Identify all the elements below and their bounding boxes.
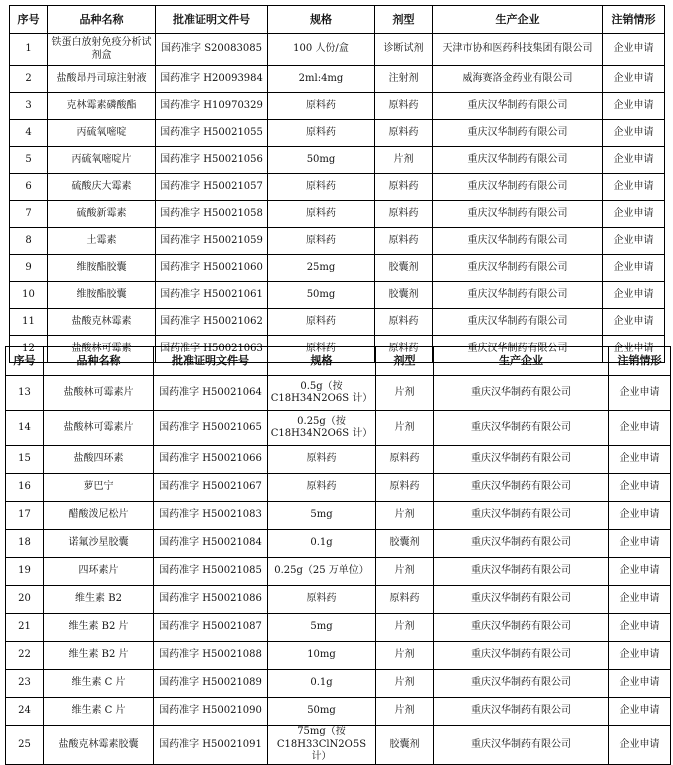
header-status: 注销情形	[609, 347, 671, 376]
table-row	[6, 502, 671, 530]
header-status: 注销情形	[603, 6, 665, 34]
cell-name: 盐酸林可霉素片	[44, 376, 154, 411]
cell-spec: 原料药	[268, 93, 375, 120]
cell-status: 企业申请	[603, 282, 665, 309]
cell-status: 企业申请	[609, 502, 671, 530]
cell-name: 盐酸克林霉素胶囊	[44, 726, 154, 765]
cell-spec: 原料药	[268, 201, 375, 228]
table-header-row	[10, 6, 665, 34]
cell-status: 企业申请	[609, 376, 671, 411]
table-row	[10, 120, 665, 147]
cell-spec: 100 人份/盒	[268, 34, 375, 66]
cell-status: 企业申请	[603, 120, 665, 147]
table-row	[10, 147, 665, 174]
table-row	[10, 34, 665, 66]
cell-spec: 0.25g（按C18H34N2O6S 计）	[268, 411, 376, 446]
header-form: 剂型	[375, 6, 433, 34]
cell-name: 丙硫氧嘧啶	[48, 120, 156, 147]
cell-name: 盐酸昂丹司琼注射液	[48, 66, 156, 93]
cell-form: 片剂	[376, 642, 434, 670]
cell-status: 企业申请	[609, 411, 671, 446]
cell-approval: 国药准字 H10970329	[156, 93, 268, 120]
cell-form: 注射剂	[375, 66, 433, 93]
header-no: 序号	[10, 6, 48, 34]
cell-no: 3	[10, 93, 48, 120]
cell-approval: 国药准字 H50021083	[154, 502, 268, 530]
cell-no: 7	[10, 201, 48, 228]
table-row	[10, 228, 665, 255]
cell-no: 19	[6, 558, 44, 586]
cell-company: 重庆汉华制药有限公司	[434, 558, 609, 586]
table-row	[6, 474, 671, 502]
header-spec: 规格	[268, 347, 376, 376]
cell-company: 重庆汉华制药有限公司	[434, 411, 609, 446]
cell-approval: 国药准字 H50021091	[154, 726, 268, 765]
cell-approval: 国药准字 H50021084	[154, 530, 268, 558]
cell-no: 14	[6, 411, 44, 446]
cell-status: 企业申请	[609, 474, 671, 502]
cell-company: 威海赛洛金药业有限公司	[433, 66, 603, 93]
table-row	[10, 282, 665, 309]
cell-name: 维生素 B2	[44, 586, 154, 614]
cell-no: 20	[6, 586, 44, 614]
cell-status: 企业申请	[609, 726, 671, 765]
cell-status: 企业申请	[609, 530, 671, 558]
header-name: 品种名称	[44, 347, 154, 376]
cell-company: 重庆汉华制药有限公司	[433, 336, 603, 363]
cell-no: 13	[6, 376, 44, 411]
table-row	[6, 726, 671, 765]
cell-form: 诊断试剂	[375, 34, 433, 66]
cell-name: 硫酸庆大霉素	[48, 174, 156, 201]
header-company: 生产企业	[433, 6, 603, 34]
cell-approval: 国药准字 H50021090	[154, 698, 268, 726]
cell-spec: 5mg	[268, 502, 376, 530]
cell-no: 12	[10, 336, 48, 363]
cell-no: 15	[6, 446, 44, 474]
cell-form: 原料药	[375, 174, 433, 201]
table-row	[6, 670, 671, 698]
cell-form: 片剂	[376, 614, 434, 642]
cell-spec: 原料药	[268, 446, 376, 474]
header-approval: 批准证明文件号	[156, 6, 268, 34]
cell-spec: 2ml:4mg	[268, 66, 375, 93]
cell-no: 21	[6, 614, 44, 642]
table-row	[6, 411, 671, 446]
header-name: 品种名称	[48, 6, 156, 34]
cell-status: 企业申请	[609, 558, 671, 586]
cell-company: 重庆汉华制药有限公司	[434, 502, 609, 530]
cell-company: 重庆汉华制药有限公司	[434, 614, 609, 642]
cell-approval: 国药准字 H50021059	[156, 228, 268, 255]
cell-form: 原料药	[375, 120, 433, 147]
cell-form: 片剂	[376, 670, 434, 698]
cell-name: 维生素 B2 片	[44, 642, 154, 670]
cell-company: 重庆汉华制药有限公司	[433, 255, 603, 282]
cell-name: 维胺酯胶囊	[48, 255, 156, 282]
table-row	[6, 530, 671, 558]
cell-name: 盐酸林可霉素片	[44, 411, 154, 446]
table-row	[6, 558, 671, 586]
table-row	[10, 66, 665, 93]
cancellation-table-2	[5, 346, 671, 765]
cell-name: 铁蛋白放射免疫分析试剂盒	[48, 34, 156, 66]
cell-name: 醋酸泼尼松片	[44, 502, 154, 530]
cell-status: 企业申请	[603, 34, 665, 66]
cell-status: 企业申请	[603, 93, 665, 120]
cell-approval: 国药准字 H50021060	[156, 255, 268, 282]
cell-form: 片剂	[376, 411, 434, 446]
cell-company: 重庆汉华制药有限公司	[433, 309, 603, 336]
cell-name: 萝巴宁	[44, 474, 154, 502]
cell-name: 克林霉素磷酸酯	[48, 93, 156, 120]
cell-status: 企业申请	[609, 670, 671, 698]
cell-form: 胶囊剂	[375, 282, 433, 309]
cell-no: 2	[10, 66, 48, 93]
cell-name: 盐酸四环素	[44, 446, 154, 474]
table-row	[10, 201, 665, 228]
cell-company: 天津市协和医药科技集团有限公司	[433, 34, 603, 66]
cell-name: 盐酸克林霉素	[48, 309, 156, 336]
cell-status: 企业申请	[603, 174, 665, 201]
cell-approval: 国药准字 H50021088	[154, 642, 268, 670]
cell-approval: 国药准字 H50021057	[156, 174, 268, 201]
cell-spec: 0.25g（25 万单位）	[268, 558, 376, 586]
cell-spec: 原料药	[268, 474, 376, 502]
cell-company: 重庆汉华制药有限公司	[433, 147, 603, 174]
cell-form: 原料药	[375, 228, 433, 255]
table-row	[10, 174, 665, 201]
cell-name: 维生素 B2 片	[44, 614, 154, 642]
cell-form: 片剂	[376, 502, 434, 530]
cell-status: 企业申请	[603, 255, 665, 282]
cell-approval: 国药准字 H50021066	[154, 446, 268, 474]
cell-no: 4	[10, 120, 48, 147]
cell-no: 25	[6, 726, 44, 765]
cell-name: 丙硫氧嘧啶片	[48, 147, 156, 174]
cell-form: 原料药	[376, 446, 434, 474]
cell-approval: 国药准字 H50021086	[154, 586, 268, 614]
cell-status: 企业申请	[603, 309, 665, 336]
cell-company: 重庆汉华制药有限公司	[434, 474, 609, 502]
cell-status: 企业申请	[603, 201, 665, 228]
cell-form: 原料药	[375, 309, 433, 336]
cell-spec: 75mg（按C18H33ClN2O5S 计）	[268, 726, 376, 765]
cell-no: 18	[6, 530, 44, 558]
cell-company: 重庆汉华制药有限公司	[433, 282, 603, 309]
cell-status: 企业申请	[603, 336, 665, 363]
cell-company: 重庆汉华制药有限公司	[434, 726, 609, 765]
table-row	[6, 586, 671, 614]
header-form: 剂型	[376, 347, 434, 376]
cell-approval: 国药准字 H50021065	[154, 411, 268, 446]
table-row	[10, 93, 665, 120]
cancellation-table-1	[9, 5, 665, 363]
cell-name: 硫酸新霉素	[48, 201, 156, 228]
header-no: 序号	[6, 347, 44, 376]
cell-name: 维生素 C 片	[44, 698, 154, 726]
cell-approval: 国药准字 H50021089	[154, 670, 268, 698]
cell-form: 片剂	[375, 147, 433, 174]
cell-status: 企业申请	[609, 614, 671, 642]
cell-form: 原料药	[376, 586, 434, 614]
cell-no: 6	[10, 174, 48, 201]
cell-no: 8	[10, 228, 48, 255]
cell-status: 企业申请	[603, 66, 665, 93]
cell-approval: 国药准字 H50021056	[156, 147, 268, 174]
cell-company: 重庆汉华制药有限公司	[434, 670, 609, 698]
cell-form: 原料药	[375, 201, 433, 228]
table-row	[6, 642, 671, 670]
table-row	[6, 376, 671, 411]
cell-no: 22	[6, 642, 44, 670]
cell-no: 5	[10, 147, 48, 174]
cell-spec: 0.1g	[268, 670, 376, 698]
cell-spec: 原料药	[268, 586, 376, 614]
cell-spec: 0.1g	[268, 530, 376, 558]
cell-name: 四环素片	[44, 558, 154, 586]
cell-approval: 国药准字 H50021064	[154, 376, 268, 411]
cell-form: 片剂	[376, 698, 434, 726]
cell-spec: 10mg	[268, 642, 376, 670]
header-approval: 批准证明文件号	[154, 347, 268, 376]
cell-approval: 国药准字 H50021067	[154, 474, 268, 502]
cell-approval: 国药准字 H50021087	[154, 614, 268, 642]
table-row	[6, 698, 671, 726]
cell-form: 原料药	[375, 93, 433, 120]
cell-company: 重庆汉华制药有限公司	[434, 530, 609, 558]
cell-name: 维生素 C 片	[44, 670, 154, 698]
cell-status: 企业申请	[603, 147, 665, 174]
cell-no: 23	[6, 670, 44, 698]
cell-no: 16	[6, 474, 44, 502]
cell-spec: 原料药	[268, 309, 375, 336]
cell-spec: 0.5g（按C18H34N2O6S 计）	[268, 376, 376, 411]
cell-company: 重庆汉华制药有限公司	[434, 446, 609, 474]
cell-company: 重庆汉华制药有限公司	[434, 376, 609, 411]
cell-spec: 50mg	[268, 698, 376, 726]
cell-approval: 国药准字 H50021085	[154, 558, 268, 586]
cell-name: 诺氟沙星胶囊	[44, 530, 154, 558]
cell-spec: 原料药	[268, 228, 375, 255]
cell-approval: 国药准字 H50021058	[156, 201, 268, 228]
cell-form: 胶囊剂	[376, 530, 434, 558]
cell-spec: 50mg	[268, 147, 375, 174]
cell-status: 企业申请	[609, 698, 671, 726]
cell-company: 重庆汉华制药有限公司	[433, 120, 603, 147]
cell-spec: 原料药	[268, 120, 375, 147]
cell-company: 重庆汉华制药有限公司	[434, 698, 609, 726]
cell-approval: 国药准字 H50021055	[156, 120, 268, 147]
cell-spec: 5mg	[268, 614, 376, 642]
cell-company: 重庆汉华制药有限公司	[434, 586, 609, 614]
cell-approval: 国药准字 H50021063	[156, 336, 268, 363]
cell-company: 重庆汉华制药有限公司	[433, 201, 603, 228]
cell-form: 片剂	[376, 376, 434, 411]
cell-company: 重庆汉华制药有限公司	[434, 642, 609, 670]
cell-form: 原料药	[375, 336, 433, 363]
cell-company: 重庆汉华制药有限公司	[433, 93, 603, 120]
table-row	[10, 255, 665, 282]
cell-no: 17	[6, 502, 44, 530]
table-header-row	[6, 347, 671, 376]
cell-name: 盐酸林可霉素	[48, 336, 156, 363]
cell-form: 原料药	[376, 474, 434, 502]
cell-company: 重庆汉华制药有限公司	[433, 228, 603, 255]
cell-status: 企业申请	[609, 642, 671, 670]
header-company: 生产企业	[434, 347, 609, 376]
cell-no: 1	[10, 34, 48, 66]
cell-name: 土霉素	[48, 228, 156, 255]
cell-approval: 国药准字 H20093984	[156, 66, 268, 93]
cell-approval: 国药准字 H50021062	[156, 309, 268, 336]
cell-no: 11	[10, 309, 48, 336]
table-row	[6, 446, 671, 474]
table-row	[6, 614, 671, 642]
cell-form: 胶囊剂	[376, 726, 434, 765]
cell-company: 重庆汉华制药有限公司	[433, 174, 603, 201]
cell-form: 片剂	[376, 558, 434, 586]
cell-form: 胶囊剂	[375, 255, 433, 282]
cell-spec: 原料药	[268, 174, 375, 201]
cell-approval: 国药准字 S20083085	[156, 34, 268, 66]
cell-no: 24	[6, 698, 44, 726]
cell-no: 10	[10, 282, 48, 309]
cell-no: 9	[10, 255, 48, 282]
cell-spec: 原料药	[268, 336, 375, 363]
cell-approval: 国药准字 H50021061	[156, 282, 268, 309]
header-spec: 规格	[268, 6, 375, 34]
cell-name: 维胺酯胶囊	[48, 282, 156, 309]
table-row	[10, 309, 665, 336]
cell-spec: 25mg	[268, 255, 375, 282]
cell-status: 企业申请	[609, 586, 671, 614]
cell-spec: 50mg	[268, 282, 375, 309]
cell-status: 企业申请	[603, 228, 665, 255]
cell-status: 企业申请	[609, 446, 671, 474]
